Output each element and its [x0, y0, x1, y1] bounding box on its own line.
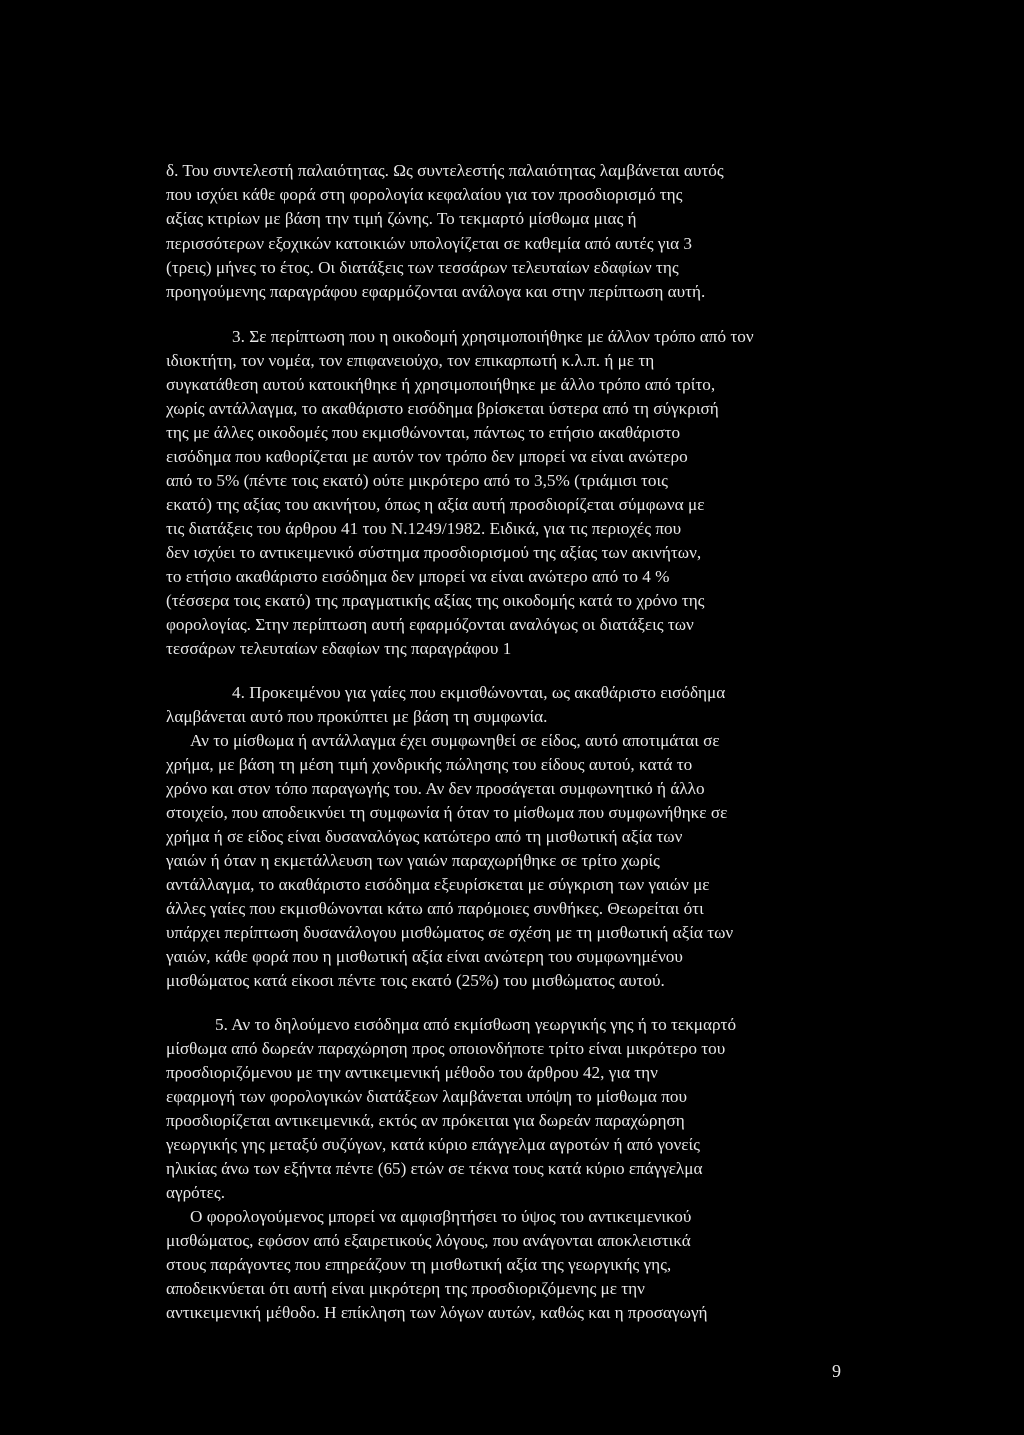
text-line: άλλες γαίες που εκμισθώνονται κάτω από παρόμοιες συνθήκες. Θεωρείται ότι [166, 899, 704, 918]
text-line: που ισχύει κάθε φορά στη φορολογία κεφαλαίου για τον προσδιορισμό της [166, 185, 683, 204]
text-line: αντικειμενική μέθοδο. Η επίκληση των λόγων αυτών, καθώς και η προσαγωγή [166, 1303, 708, 1322]
text-line: μισθώματος κατά είκοσι πέντε τοις εκατό (25%) του μισθώματος αυτού. [166, 971, 665, 990]
text-line: 4. Προκειμένου για γαίες που εκμισθώνονται, ως ακαθάριστο εισόδημα [232, 683, 726, 702]
text-line: στοιχείο, που αποδεικνύει τη συμφωνία ή όταν το μίσθωμα που συμφωνήθηκε σε [166, 803, 728, 822]
text-line: χρήμα, με βάση τη μέση τιμή χονδρικής πώλησης του είδους αυτού, κατά το [166, 755, 693, 774]
text-line: 5. Αν το δηλούμενο εισόδημα από εκμίσθωση γεωργικής γης ή το τεκμαρτό [215, 1015, 737, 1034]
text-line: τεσσάρων τελευταίων εδαφίων της παραγράφου 1 [166, 639, 512, 658]
text-line: χρήμα ή σε είδος είναι δυσαναλόγως κατώτερο από τη μισθωτική αξία των [166, 827, 683, 846]
text-line: συγκατάθεση αυτού κατοικήθηκε ή χρησιμοποιήθηκε με άλλο τρόπο από τρίτο, [166, 375, 716, 394]
text-line: αντάλλαγμα, το ακαθάριστο εισόδημα εξευρίσκεται με σύγκριση των γαιών με [166, 875, 710, 894]
text-line: προσδιοριζόμενου με την αντικειμενική μέθοδο του άρθρου 42, για την [166, 1063, 658, 1082]
text-line: Ο φορολογούμενος μπορεί να αμφισβητήσει το ύψος του αντικειμενικού [190, 1207, 692, 1226]
text-line: το ετήσιο ακαθάριστο εισόδημα δεν μπορεί να είναι ανώτερο από το 4 % [166, 567, 670, 586]
text-line: 3. Σε περίπτωση που η οικοδομή χρησιμοποιήθηκε με άλλον τρόπο από τον [232, 327, 754, 346]
text-line: στους παράγοντες που επηρεάζουν τη μισθωτική αξία της γεωργικής γης, [166, 1255, 672, 1274]
text-line: αγρότες. [166, 1183, 225, 1202]
text-line: φορολογίας. Στην περίπτωση αυτή εφαρμόζονται αναλόγως οι διατάξεις των [166, 615, 694, 634]
text-line: γαιών, κάθε φορά που η μισθωτική αξία είναι ανώτερη του συμφωνημένου [166, 947, 683, 966]
text-line: εφαρμογή των φορολογικών διατάξεων λαμβάνεται υπόψη το μίσθωμα που [166, 1087, 688, 1106]
text-line: εισόδημα που καθορίζεται με αυτόν τον τρόπο δεν μπορεί να είναι ανώτερο [166, 447, 688, 466]
text-line: (τρεις) μήνες το έτος. Οι διατάξεις των τεσσάρων τελευταίων εδαφίων της [166, 258, 679, 277]
text-line: Αν το μίσθωμα ή αντάλλαγμα έχει συμφωνηθεί σε είδος, αυτό αποτιμάται σε [190, 731, 720, 750]
text-line: δ. Του συντελεστή παλαιότητας. Ως συντελεστής παλαιότητας λαμβάνεται αυτός [166, 161, 724, 180]
text-line: χρόνο και στον τόπο παραγωγής του. Αν δεν προσάγεται συμφωνητικό ή άλλο [166, 779, 705, 798]
text-line: (τέσσερα τοις εκατό) της πραγματικής αξίας της οικοδομής κατά το χρόνο της [166, 591, 705, 610]
text-line: λαμβάνεται αυτό που προκύπτει με βάση τη συμφωνία. [166, 707, 548, 726]
text-line: γαιών ή όταν η εκμετάλλευση των γαιών παραχωρήθηκε σε τρίτο χωρίς [166, 851, 660, 870]
text-line: αποδεικνύεται ότι αυτή είναι μικρότερη της προσδιοριζόμενης με την [166, 1279, 645, 1298]
text-line: ιδιοκτήτη, τον νομέα, τον επιφανειούχο, τον επικαρπωτή κ.λ.π. ή με τη [166, 351, 655, 370]
text-line: τις διατάξεις του άρθρου 41 του Ν.1249/1982. Ειδικά, για τις περιοχές που [166, 519, 682, 538]
text-line: προσδιορίζεται αντικειμενικά, εκτός αν πρόκειται για δωρεάν παραχώρηση [166, 1111, 685, 1130]
text-line: δεν ισχύει το αντικειμενικό σύστημα προσδιορισμού της αξίας των ακινήτων, [166, 543, 702, 562]
text-line: γεωργικής γης μεταξύ συζύγων, κατά κύριο επάγγελμα αγροτών ή από γονείς [166, 1135, 700, 1154]
text-line: από το 5% (πέντε τοις εκατό) ούτε μικρότερο από το 3,5% (τριάμισι τοις [166, 471, 668, 490]
page-number: 9 [832, 1361, 841, 1381]
text-line: αξίας κτιρίων με βάση την τιμή ζώνης. Το τεκμαρτό μίσθωμα μιας ή [166, 209, 637, 228]
text-line: υπάρχει περίπτωση δυσανάλογου μισθώματος σε σχέση με τη μισθωτική αξία των [166, 923, 734, 942]
text-line: περισσότερων εξοχικών κατοικιών υπολογίζεται σε καθεμία από αυτές για 3 [166, 234, 692, 253]
text-line: της με άλλες οικοδομές που εκμισθώνονται, πάντως το ετήσιο ακαθάριστο [166, 423, 681, 442]
text-line: μισθώματος, εφόσον από εξαιρετικούς λόγους, που ανάγονται αποκλειστικά [166, 1231, 691, 1250]
text-line: προηγούμενης παραγράφου εφαρμόζονται ανάλογα και στην περίπτωση αυτή. [166, 282, 706, 301]
text-line: εκατό) της αξίας του ακινήτου, όπως η αξία αυτή προσδιορίζεται σύμφωνα με [166, 495, 705, 514]
text-line: χωρίς αντάλλαγμα, το ακαθάριστο εισόδημα βρίσκεται ύστερα από τη σύγκρισή [166, 399, 719, 418]
text-line: μίσθωμα από δωρεάν παραχώρηση προς οποιονδήποτε τρίτο είναι μικρότερο του [166, 1039, 726, 1058]
text-line: ηλικίας άνω των εξήντα πέντε (65) ετών σε τέκνα τους κατά κύριο επάγγελμα [166, 1159, 703, 1178]
